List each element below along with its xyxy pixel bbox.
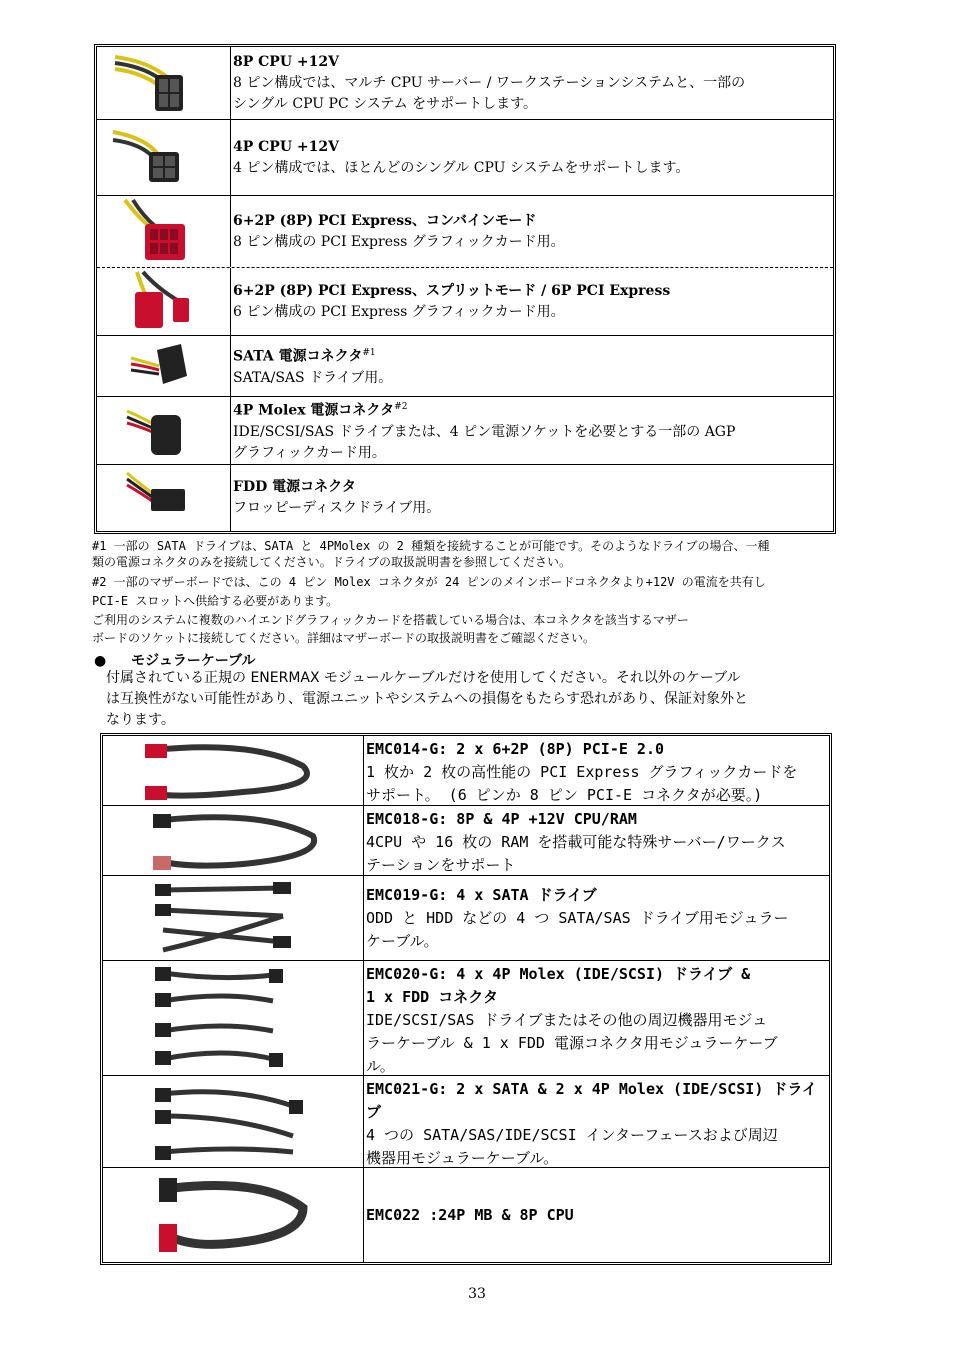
connector-title: 6+2P (8P) PCI Express、スプリットモード / 6P PCI Express [233, 282, 671, 299]
pcie-cable-icon [103, 736, 363, 805]
cable-desc: IDE/SCSI/SAS ドライブまたはその他の周辺機器用モジュ [366, 1011, 768, 1029]
cable-photo [103, 736, 364, 805]
footnote-2-line: ご利用のシステムに複数のハイエンドグラフィックカードを搭載している場合は、本コネクタを該当するマザー [92, 613, 689, 627]
connector-title-text: SATA 電源コネクタ [233, 348, 363, 365]
cable-photo [103, 876, 364, 960]
bullet-icon: ● [94, 653, 107, 669]
fdd-connector-icon [97, 465, 230, 530]
cable-text [366, 878, 821, 960]
sata-molex-cable-icon [103, 1076, 363, 1167]
cable-title: EMC020-G: 4 x 4P Molex (IDE/SCSI) ドライブ & [366, 965, 751, 983]
connector-desc: 8 ピン構成では、マルチ CPU サーバー / ワークステーションシステムと、一部の [233, 74, 746, 91]
connector-desc: フロッピーディスクドライブ用。 [233, 500, 441, 516]
cable-title: 1 x FDD コネクタ [366, 988, 498, 1006]
paragraph-line: なります。 [106, 712, 175, 728]
connector-photo [97, 120, 231, 195]
8pin-cpu-connector-icon [97, 47, 230, 119]
cable-row [103, 961, 829, 1076]
cable-text [366, 1078, 821, 1167]
4pin-cpu-connector-icon [97, 120, 230, 195]
cable-title: ブ [366, 1103, 382, 1121]
connector-desc: 8 ピン構成の PCI Express グラフィックカード用。 [233, 233, 565, 250]
molex-cable-icon [103, 961, 363, 1075]
molex-connector-icon [97, 397, 230, 464]
modular-cable-table [100, 733, 832, 1265]
cable-text [366, 963, 821, 1075]
cable-photo [103, 806, 364, 875]
connector-text [233, 397, 827, 464]
sata-cable-icon [103, 876, 363, 960]
sata-connector-icon [97, 336, 230, 396]
cable-desc: 1 枚か 2 枚の高性能の PCI Express グラフィックカードを [366, 763, 798, 781]
cable-desc: ル。 [366, 1057, 395, 1075]
footnote-ref: #1 [362, 348, 376, 359]
connector-row-pcie-split [97, 268, 833, 336]
cpu-cable-icon [103, 806, 363, 875]
connector-table [94, 44, 836, 534]
connector-text [233, 268, 827, 335]
connector-desc: 4 ピン構成では、ほとんどのシングル CPU システムをサポートします。 [233, 159, 690, 176]
cable-row [103, 1168, 829, 1262]
footnote-1-line: #1 一部の SATA ドライブは、SATA と 4PMolex の 2 種類を接続することが可能です。そのようなドライブの場合、一種 [92, 539, 770, 553]
paragraph-line: は互換性がない可能性があり、電源ユニットやシステムへの損傷をもたらす恐れがあり、保証対象外と [106, 691, 749, 707]
connector-desc: SATA/SAS ドライブ用。 [233, 369, 393, 386]
connector-desc: シングル CPU PC システム をサポートします。 [233, 95, 538, 112]
connector-title: 4P CPU +12V [233, 138, 339, 155]
connector-photo [97, 336, 231, 396]
cable-row [103, 736, 829, 806]
pcie-split-connector-icon [97, 268, 230, 335]
cable-desc: ケーブル。 [366, 932, 439, 950]
connector-desc: 6 ピン構成の PCI Express グラフィックカード用。 [233, 303, 565, 320]
connector-title [233, 343, 827, 368]
connector-title: 6+2P (8P) PCI Express、コンバインモード [233, 212, 537, 229]
cable-desc: テーションをサポート [366, 856, 516, 874]
connector-photo [97, 268, 231, 335]
connector-row-pcie-combined [97, 196, 833, 268]
connector-row-sata [97, 336, 833, 397]
connector-desc: IDE/SCSI/SAS ドライブまたは、4 ピン電源ソケットを必要とする一部の AGP [233, 423, 736, 440]
cable-text [366, 738, 821, 805]
cable-title: EMC014-G: 2 x 6+2P (8P) PCI-E 2.0 [366, 740, 665, 758]
connector-row-molex [97, 397, 833, 465]
mb-cpu-cable-icon [103, 1168, 363, 1261]
connector-text [233, 47, 827, 119]
cable-text [366, 1168, 821, 1262]
cable-photo [103, 961, 364, 1075]
footnote-2-line: #2 一部のマザーボードでは、この 4 ピン Molex コネクタが 24 ピンのメインボードコネクタより+12V の電流を共有し [92, 575, 766, 589]
connector-title: FDD 電源コネクタ [233, 479, 356, 495]
cable-desc: 4CPU や 16 枚の RAM を搭載可能な特殊サーバー/ワークス [366, 833, 786, 851]
connector-text [233, 465, 827, 531]
connector-photo [97, 397, 231, 464]
cable-title: EMC019-G: 4 x SATA ドライブ [366, 886, 597, 904]
cable-photo [103, 1168, 364, 1262]
modular-paragraph [106, 668, 846, 731]
connector-photo [97, 196, 231, 267]
cable-desc: 機器用モジュラーケーブル。 [366, 1149, 559, 1167]
cable-row [103, 1076, 829, 1168]
cable-desc: 4 つの SATA/SAS/IDE/SCSI インターフェースおよび周辺 [366, 1126, 778, 1144]
footnote-2-line: ボードのソケットに接続してください。詳細はマザーボードの取扱説明書をご確認ください。 [92, 631, 596, 645]
connector-text [233, 336, 827, 396]
connector-photo [97, 47, 231, 119]
footnote-ref: #2 [394, 402, 408, 413]
footnote-2-line: PCI-E スロットへ供給する必要があります。 [92, 594, 339, 608]
cable-desc: ラーケーブル & 1 x FDD 電源コネクタ用モジュラーケーブ [366, 1034, 778, 1052]
paragraph-line: 付属されている正規の ENERMAX モジュールケーブルだけを使用してください。それ以外のケーブル [106, 670, 741, 686]
connector-desc: グラフィックカード用。 [233, 444, 386, 461]
connector-row-4p-cpu [97, 120, 833, 196]
cable-photo [103, 1076, 364, 1167]
cable-row [103, 806, 829, 876]
cable-desc: サポート。 (6 ピンか 8 ピン PCI-E コネクタが必要。) [366, 786, 763, 804]
connector-photo [97, 465, 231, 531]
page-number: 33 [468, 1286, 486, 1302]
connector-row-8p-cpu [97, 47, 833, 120]
cable-text [366, 808, 821, 875]
cable-row [103, 876, 829, 961]
connector-text [233, 120, 827, 195]
connector-title-text: 4P Molex 電源コネクタ [233, 402, 395, 419]
cable-title: EMC021-G: 2 x SATA & 2 x 4P Molex (IDE/SCSI) ドライ [366, 1080, 817, 1098]
connector-title: 8P CPU +12V [233, 53, 339, 70]
pcie-combined-connector-icon [97, 196, 230, 267]
cable-title: EMC018-G: 8P & 4P +12V CPU/RAM [366, 810, 637, 828]
cable-title: EMC022 :24P MB & 8P CPU [366, 1205, 574, 1224]
connector-title [233, 397, 827, 422]
section-heading [94, 650, 256, 670]
cable-desc: ODD と HDD などの 4 つ SATA/SAS ドライブ用モジュラー [366, 909, 789, 927]
section-heading-text: モジュラーケーブル [131, 653, 256, 669]
connector-row-fdd [97, 465, 833, 531]
connector-text [233, 196, 827, 267]
footnote-1-line: 類の電源コネクタのみを接続してください。ドライブの取扱説明書を参照してください。 [92, 555, 572, 569]
